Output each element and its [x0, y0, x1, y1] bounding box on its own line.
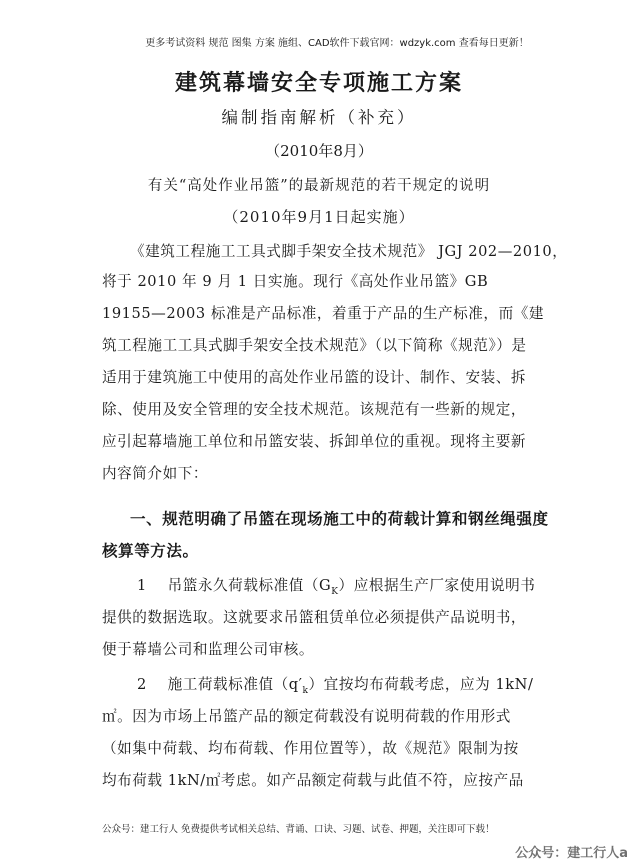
paragraph-line: 均布荷载 1kN/㎡考虑。如产品额定荷载与此值不符，应按产品	[102, 772, 524, 789]
subscript: K	[331, 586, 339, 597]
item-text: 吊篮永久荷载标准值（G	[167, 577, 332, 594]
paragraph-line: 将于 2010 年 9 月 1 日实施。现行《高处作业吊篮》GB	[102, 273, 489, 290]
subscript: k	[302, 685, 309, 696]
document-date: （2010年8月）	[265, 142, 373, 160]
watermark: 公众号：建工行人a	[515, 846, 628, 861]
item-text: 施工荷载标准值（q′	[167, 676, 303, 693]
section-heading: 有关“高处作业吊篮”的最新规范的若干规定的说明	[147, 178, 491, 194]
paragraph-line: 19155—2003 标准是产品标准，着重于产品的生产标准，而《建	[102, 305, 545, 322]
paragraph-line: 适用于建筑施工中使用的高处作业吊篮的设计、制作、安装、拆	[102, 369, 527, 386]
effective-date: （2010年9月1日起实施）	[223, 208, 415, 226]
paragraph-line: 筑工程施工工具式脚手架安全技术规范》（以下简称《规范》）是	[102, 337, 527, 354]
document-subtitle: 编制指南解析（补充）	[221, 108, 417, 127]
paragraph-line: 便于幕墙公司和监理公司审核。	[102, 641, 315, 658]
header-banner: 更多考试资料 规范 图集 方案 施组、CAD软件下载官网：wdzyk.com 查看每日更新！	[145, 38, 529, 49]
paragraph-line: 《建筑工程施工工具式脚手架安全技术规范》 JGJ 202—2010，	[130, 243, 568, 260]
paragraph-line: 提供的数据选取。这就要求吊篮租赁单位必须提供产品说明书，	[102, 609, 527, 626]
item-text: ）宜按均布荷载考虑，应为 1kN/	[308, 676, 534, 693]
item-number: 1	[137, 577, 147, 594]
item-number: 2	[137, 676, 147, 693]
item-text: ）应根据生产厂家使用说明书	[338, 577, 536, 594]
section-title-line: 一、规范明确了吊篮在现场施工中的荷载计算和钢丝绳强度	[130, 510, 549, 528]
paragraph-line: 应引起幕墙施工单位和吊篮安装、拆卸单位的重视。现将主要新	[102, 433, 527, 450]
item-2-first-line	[137, 673, 533, 696]
document-title: 建筑幕墙安全专项施工方案	[174, 70, 463, 96]
paragraph-line: 除、使用及安全管理的安全技术规范。该规范有一些新的规定，	[102, 401, 527, 418]
paragraph-line: 内容简介如下：	[102, 465, 209, 482]
section-title-line: 核算等方法。	[102, 542, 199, 560]
paragraph-line: （如集中荷载、均布荷载、作用位置等），故《规范》限制为按	[102, 740, 519, 757]
footer-note: 公众号：建工行人 免费提供考试相关总结、背诵、口诀、习题、试卷、押题，关注即可下载！	[102, 824, 495, 835]
paragraph-line: ㎡。因为市场上吊篮产品的额定荷载没有说明荷载的作用形式	[102, 708, 511, 725]
item-1-first-line	[137, 574, 535, 597]
